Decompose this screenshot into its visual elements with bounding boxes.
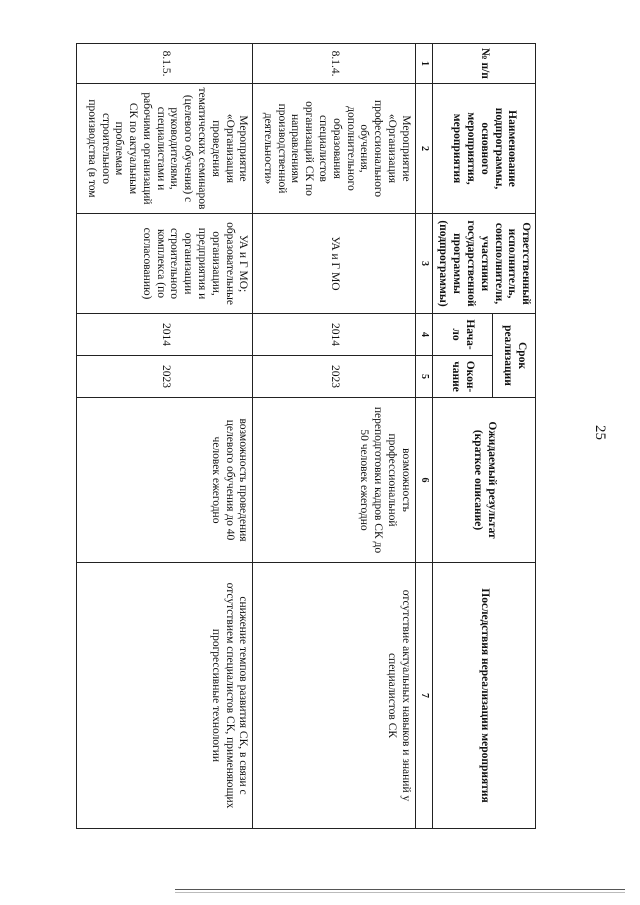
header-term: Срок реализации xyxy=(493,314,536,398)
column-index: 5 xyxy=(415,356,432,398)
row-result: возможность проведения целевого обучения до 40 человек ежегодно xyxy=(77,398,253,563)
header-result: Ожидаемый результат (краткое описание) xyxy=(432,398,535,563)
column-index: 7 xyxy=(415,563,432,829)
row-num: 8.1.4. xyxy=(253,44,415,84)
column-index: 2 xyxy=(415,84,432,214)
header-consequences: Последствия нереализации мероприятия xyxy=(432,563,535,829)
row-num: 8.1.5. xyxy=(77,44,253,84)
header-num: № п/п xyxy=(432,44,535,84)
row-result: возможность профессиональной переподготовки кадров СК до 50 человек ежегодно xyxy=(253,398,415,563)
column-index-row xyxy=(415,44,432,829)
column-index: 3 xyxy=(415,214,432,314)
row-consequences: снижение темпов развития СК, в связи с отсутствием специалистов СК, применяющих прогрессивные технологии xyxy=(77,563,253,829)
row-executor: УА и Г МО xyxy=(253,214,415,314)
row-name: Мероприятие «Организация профессионального обучения, дополнительного образования специалистов организаций СК по направлениям производственной деятельности» xyxy=(253,84,415,214)
row-start: 2014 xyxy=(253,314,415,356)
header-executor: Ответственный исполнитель, соисполнители, участники государственной программы (подпрограммы) xyxy=(432,214,535,314)
row-name: Мероприятие «Организация проведения тематических семинаров (целевого обучения) с руководителями, специалистами и рабочими организаций СК по актуальным проблемам строительного производства (в том xyxy=(77,84,253,214)
column-index: 1 xyxy=(415,44,432,84)
table-row xyxy=(77,44,253,829)
table-row xyxy=(253,44,415,829)
row-executor: УА и Г МО; образовательные организации, предприятия и организации строительного комплекса (по согласованию) xyxy=(77,214,253,314)
row-end: 2023 xyxy=(77,356,253,398)
column-index: 4 xyxy=(415,314,432,356)
column-index: 6 xyxy=(415,398,432,563)
footer-rule xyxy=(175,889,625,890)
header-end: Окон-чание xyxy=(432,356,492,398)
header-row xyxy=(493,44,536,829)
row-end: 2023 xyxy=(253,356,415,398)
footer-rule xyxy=(175,892,625,893)
header-name: Наименование подпрограммы, основного мероприятия, мероприятия xyxy=(432,84,535,214)
measures-table xyxy=(76,43,536,829)
row-start: 2014 xyxy=(77,314,253,356)
header-start: Нача-ло xyxy=(432,314,492,356)
rotated-table-container xyxy=(76,43,536,828)
page-number: 25 xyxy=(592,425,608,440)
row-consequences: отсутствие актуальных навыков и знаний у специалистов СК xyxy=(253,563,415,829)
